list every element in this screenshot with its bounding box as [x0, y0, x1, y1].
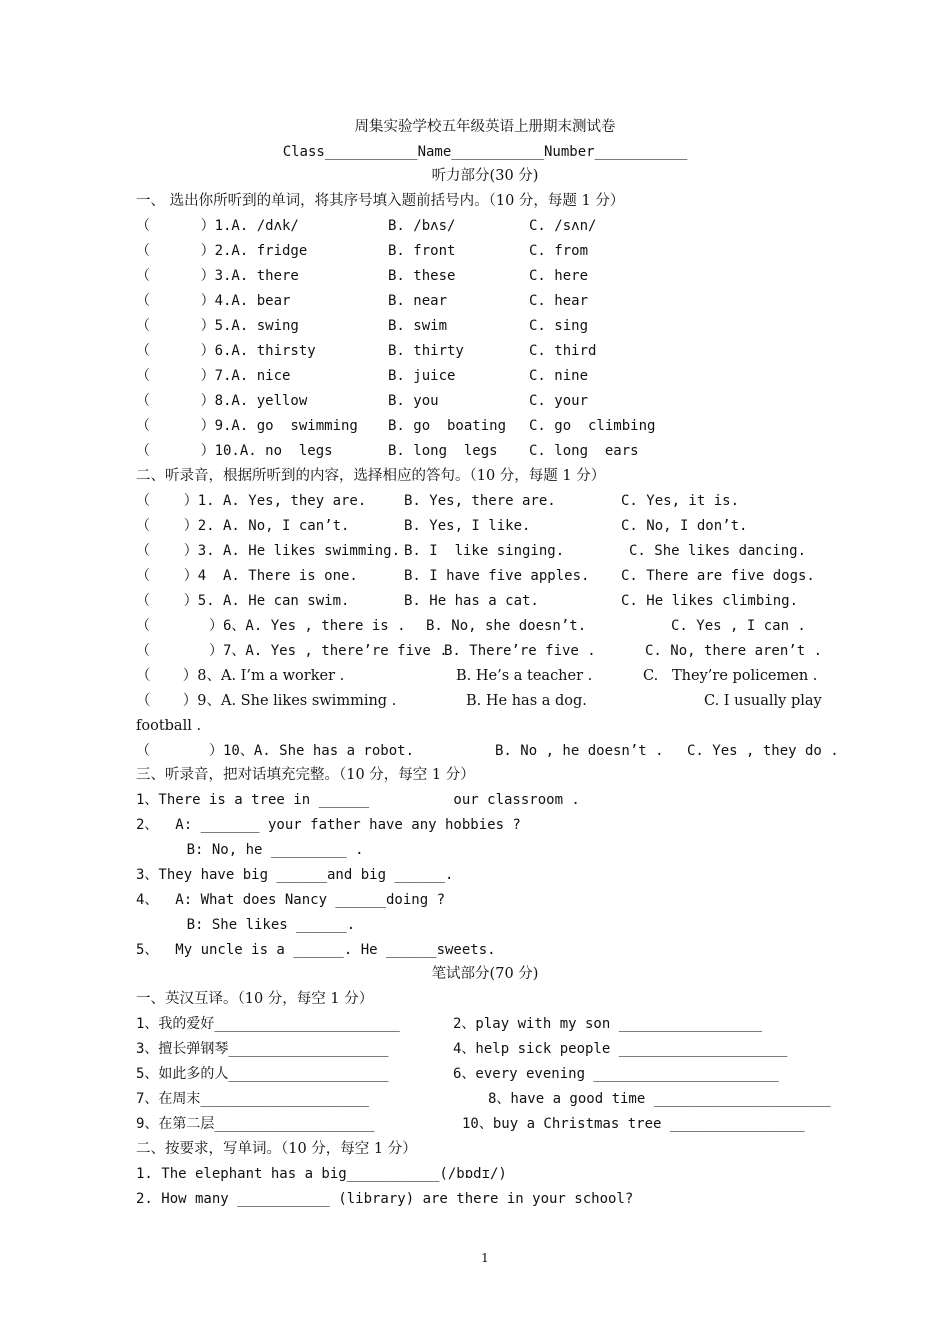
s1-heading: 一、 选出你所听到的单词，将其序号填入题前括号内。（10 分，每题 1 分）	[136, 193, 625, 209]
exam-title: 周集实验学校五年级英语上册期末测试卷	[354, 119, 616, 135]
s3-line: 4、 A: What does Nancy ______doing ?	[136, 892, 446, 908]
w1-heading: 一、英汉互译。（10 分，每空 1 分）	[136, 991, 374, 1007]
listening-heading: 听力部分(30 分)	[431, 168, 539, 184]
s3-heading: 三、听录音，把对话填充完整。（10 分，每空 1 分）	[136, 767, 475, 783]
s2-heading: 二、听录音，根据所听到的内容，选择相应的答句。（10 分，每题 1 分）	[136, 468, 606, 484]
exam-page: 周集实验学校五年级英语上册期末测试卷 Class___________Name___________Number___________ 听力部分(30 分) 一、 选出你所听到的单词，将其序号填入题前括号内。（10 分，每题 1 分） （ ）1.A. /dʌk/ B. /bʌs/ C. /sʌn/ （ ）2.A. fridge B. front C. from （ ）3.A. there B. these C. here （ ）4.A. bear B. near C. hear （ ）5.A. swing B. swim C. sing （ ）6.A. thirsty B. thirty C. third （ ）7.A. nice B. juice C. nine （ ）8.A. yellow B. you C. your （ ）9.A. go swimming B. go boating C. go climbing （ ）10.A. no legs B. long legs C. long ears 二、听录音，根据所听到的内容，选择相应的答句。（10 分，每题 1 分） （ ）1. A. Yes, they are. B. Yes, there are. C. Yes, it is. （ ）2. A. No, I can’t. B. Yes, I like. C. No, I don’t. （ ）3. A. He likes swimming. B. I like singing. C. She likes dancing. （ ）4 A. There is one. B. I have five apples. C. There are five dogs. （ ）5. A. He can swim. B. He has a cat. C. He likes climbing. （ ）6、A. Yes , there is . B. No, she doesn’t. C. Yes , I can . （ ）7、A. Yes , there’re five . B. There’re five . C. No, there aren’t . （ ）8、A. I’m a worker . B. He’s a teacher . C. They’re policemen . （ ）9、A. She likes swimming . B. He has a dog. C. I usually play football . （ ）10、A. She has a robot. B. No , he doesn’t . C. Yes , they do . 三、听录音，把对话填充完整。（10 分，每空 1 分） 1、There is a tree in ______ our classroom . 2、 A: _______ your father have any hobbies ? B: No, he _________ . 3、They have big ______and big ______. 4、 A: What does Nancy ______doing ? B: She likes ______. 5、 My uncle is a ______. He ______sweets. 笔试部分(70 分) 一、英汉互译。（10 分，每空 1 分） 1、我的爱好______________________ 2、play with my son _________________ 3、擅长弹钢琴___________________ 4、help sick people ____________________ 5、如此多的人___________________ 6、every evening ______________________ 7、在周末____________________ 8、have a good time _____________________ 9、在第二层___________________ 10、buy a Christmas tree ________________ 二、按要求，写单词。（10 分，每空 1 分） 1. The elephant has a big___________(/bɒdɪ/) 2. How many ___________ (library) are there in your school? 1	[0, 0, 950, 1344]
page-number: 1	[481, 1251, 489, 1265]
student-info-line: Class___________Name___________Number___________	[282, 144, 688, 160]
w2-line: 2. How many ___________ (library) are there in your school?	[136, 1191, 634, 1207]
s3-line: B: No, he _________ .	[136, 842, 364, 858]
written-heading: 笔试部分(70 分)	[431, 966, 539, 982]
s3-line: 1、There is a tree in ______ our classroom .	[136, 792, 580, 808]
w2-line: 1. The elephant has a big___________(/bɒdɪ/)	[136, 1166, 507, 1182]
w2-heading: 二、按要求，写单词。（10 分，每空 1 分）	[136, 1141, 417, 1157]
s3-line: B: She likes ______.	[136, 917, 356, 933]
s3-line: 3、They have big ______and big ______.	[136, 867, 454, 883]
s3-line: 5、 My uncle is a ______. He ______sweets.	[136, 942, 496, 958]
s3-line: 2、 A: _______ your father have any hobbies ?	[136, 817, 521, 833]
